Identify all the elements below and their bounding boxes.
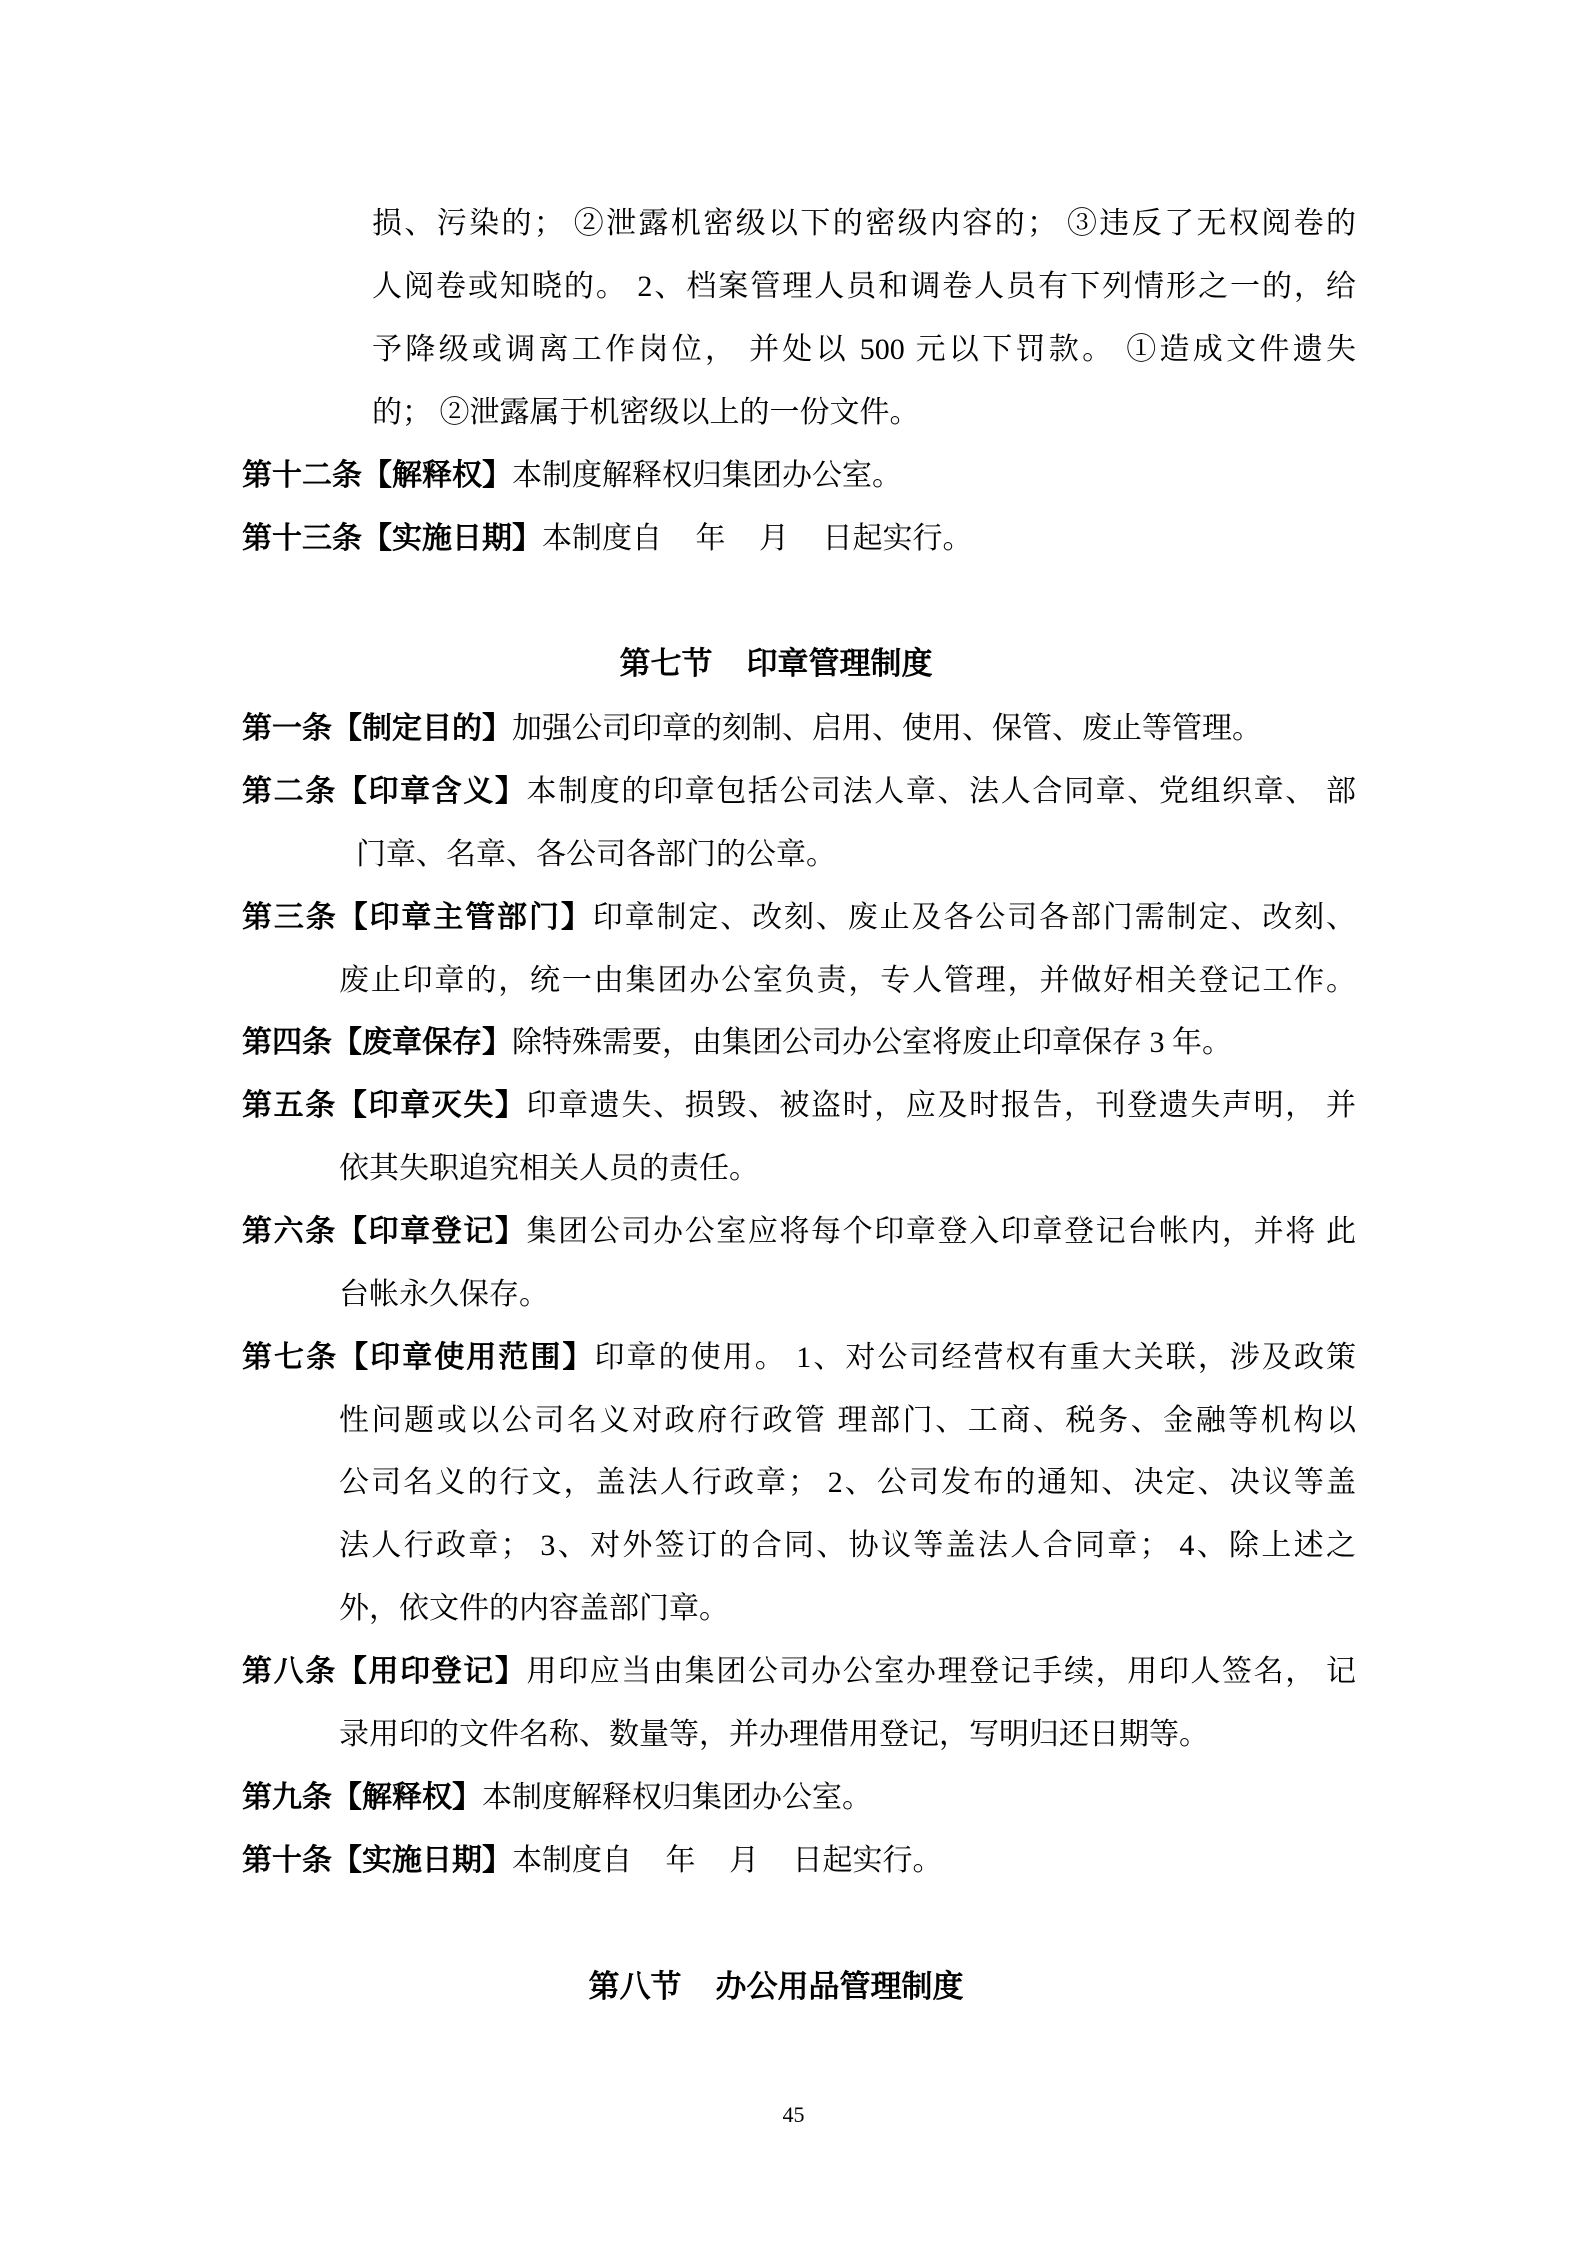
article-label: 第三条【印章主管部门】 (242, 901, 593, 934)
article-continuation-line: 废止印章的，统一由集团办公室负责，专人管理，并做好相关登记工作。 (339, 964, 1356, 997)
section-title: 印章管理制度 (746, 646, 933, 681)
section-number: 第八节 (588, 1969, 682, 2004)
article-label: 第九条【解释权】 (242, 1781, 482, 1814)
article-text: 用印应当由集团公司办公室办理登记手续，用印人签名， 记 (526, 1655, 1357, 1688)
article-first-line (242, 1338, 1356, 1378)
article-text: 本制度自 年 月 日起实行。 (542, 522, 973, 555)
article-continuation-line: 公司名义的行文，盖法人行政章； 2、公司发布的通知、决定、决议等盖 (339, 1466, 1356, 1499)
article-text: 印章制定、改刻、废止及各公司各部门需制定、改刻、 (592, 901, 1357, 934)
article-text: 集团公司办公室应将每个印章登入印章登记台帐内，并将 此 (526, 1215, 1357, 1248)
section-number: 第七节 (619, 646, 713, 681)
article-continuation-line: 门章、名章、各公司各部门的公章。 (356, 838, 836, 871)
carryover-line: 予降级或调离工作岗位， 并处以 500 元以下罚款。 ①造成文件遗失 (372, 333, 1356, 366)
carryover-line: 损、污染的； ②泄露机密级以下的密级内容的； ③违反了无权阅卷的 (372, 207, 1356, 240)
article-label: 第七条【印章使用范围】 (242, 1341, 595, 1374)
article-label: 第十条【实施日期】 (242, 1844, 512, 1877)
article-first-line (242, 1086, 1356, 1126)
article-text: 本制度解释权归集团办公室。 (482, 1781, 872, 1814)
article-text: 印章的使用。 1、对公司经营权有重大关联，涉及政策 (594, 1341, 1357, 1374)
article-label: 第二条【印章含义】 (242, 775, 527, 808)
article-first-line (242, 1212, 1356, 1252)
article-first-line (242, 1778, 1356, 1818)
article-first-line (242, 519, 1356, 559)
article-continuation-line: 外，依文件的内容盖部门章。 (339, 1592, 729, 1625)
article-text: 加强公司印章的刻制、启用、使用、保管、废止等管理。 (512, 712, 1262, 745)
article-label: 第十三条【实施日期】 (242, 522, 542, 555)
article-label: 第五条【印章灭失】 (242, 1089, 527, 1122)
article-label: 第八条【用印登记】 (242, 1655, 527, 1688)
article-first-line (242, 898, 1356, 938)
article-text: 除特殊需要，由集团公司办公室将废止印章保存 3 年。 (512, 1026, 1232, 1059)
page-number: 45 (782, 2102, 805, 2127)
article-text: 本制度自 年 月 日起实行。 (512, 1844, 943, 1877)
article-first-line (242, 1652, 1356, 1692)
article-first-line (242, 1841, 1356, 1881)
carryover-line: 人阅卷或知晓的。 2、档案管理人员和调卷人员有下列情形之一的，给 (372, 270, 1356, 303)
article-text: 本制度的印章包括公司法人章、法人合同章、党组织章、 部 (526, 775, 1357, 808)
article-first-line (242, 709, 1356, 749)
carryover-line: 的； ②泄露属于机密级以上的一份文件。 (372, 396, 920, 429)
section-heading (180, 1967, 1372, 2007)
article-text: 本制度解释权归集团办公室。 (512, 459, 902, 492)
article-text: 印章遗失、损毁、被盗时，应及时报告，刊登遗失声明， 并 (526, 1089, 1357, 1122)
article-label: 第四条【废章保存】 (242, 1026, 512, 1059)
section-title: 办公用品管理制度 (715, 1969, 964, 2004)
article-continuation-line: 台帐永久保存。 (339, 1278, 549, 1311)
article-first-line (242, 772, 1356, 812)
article-first-line (242, 1023, 1356, 1063)
article-continuation-line: 录用印的文件名称、数量等，并办理借用登记，写明归还日期等。 (339, 1718, 1209, 1751)
article-label: 第一条【制定目的】 (242, 712, 512, 745)
article-continuation-line: 性问题或以公司名义对政府行政管 理部门、工商、税务、金融等机构以 (339, 1404, 1356, 1437)
article-first-line (242, 456, 1356, 496)
article-label: 第六条【印章登记】 (242, 1215, 527, 1248)
article-continuation-line: 法人行政章； 3、对外签订的合同、协议等盖法人合同章； 4、除上述之 (339, 1529, 1356, 1562)
article-continuation-line: 依其失职追究相关人员的责任。 (339, 1152, 759, 1185)
article-label: 第十二条【解释权】 (242, 459, 512, 492)
section-heading (180, 644, 1372, 684)
